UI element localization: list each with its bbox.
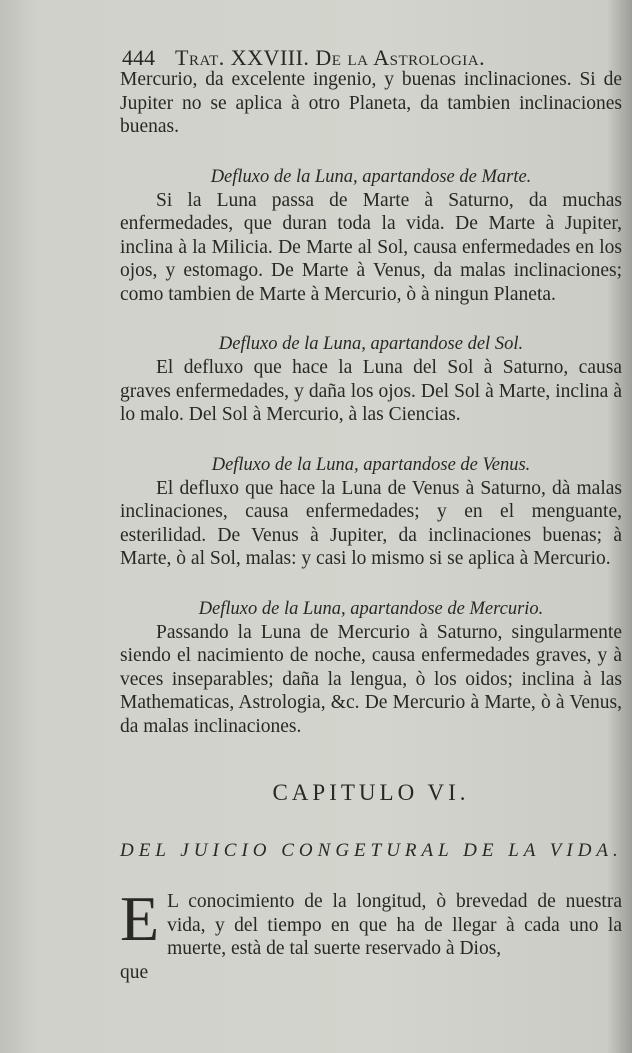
drop-cap: E: [120, 883, 160, 954]
page-number: 444: [122, 45, 155, 70]
section-heading: Defluxo de la Luna, apartandose de Marte.: [210, 166, 532, 187]
chapter-subtitle: DEL JUICIO CONGETURAL DE LA VIDA.: [120, 840, 623, 861]
opening-paragraph: L conocimiento de la longitud, ò brevedad de nuestra vida, y del tiempo en que ha de llegar à cada uno la muerte, està de tal suerte reservado à Dios,: [167, 891, 622, 959]
section-paragraph: Si la Luna passa de Marte à Saturno, da muchas enfermedades, que duran toda la vida. De Marte à Jupiter, inclina à la Milicia. De Marte al Sol, causa enfermedades en los ojos, y estomago. De Marte à Venus, da malas inclinaciones; como tambien de Marte à Mercurio, ò à ningun Planeta.: [120, 189, 622, 305]
section-paragraph: Passando la Luna de Mercurio à Saturno, singularmente siendo el nacimiento de noche, causa enfermedades graves, y à veces inseparables; daña la lengua, ò los oidos; inclina à las Mathematicas, Astrologia, &c. De Mercurio à Marte, ò à Venus, da malas inclinaciones.: [120, 621, 622, 737]
section-heading: Defluxo de la Luna, apartandose de Venus.: [211, 454, 531, 475]
section-paragraph: El defluxo que hace la Luna de Venus à Saturno, dà malas inclinaciones, causa enfermedades; y en el menguante, esterilidad. De Venus à Jupiter, da inclinaciones buenas; à Marte, ò al Sol, malas: y casi lo mismo si se aplica à Mercurio.: [120, 477, 622, 569]
section-marte: [120, 165, 622, 307]
section-heading: Defluxo de la Luna, apartandose del Sol.: [218, 334, 524, 354]
chapter-opening: [120, 883, 622, 984]
section-venus: [120, 453, 622, 571]
catchword: que: [120, 961, 149, 983]
continuation-paragraph: Mercurio, da excelente ingenio, y buenas inclinaciones. Si de Jupiter no se aplica à otro Planeta, da tambien inclinaciones buenas.: [120, 69, 622, 137]
text-block: [120, 68, 622, 984]
chapter-title: CAPITULO VI.: [272, 780, 470, 805]
section-sol: [120, 332, 622, 427]
section-heading: Defluxo de la Luna, apartandose de Mercurio.: [198, 598, 544, 619]
section-paragraph: El defluxo que hace la Luna del Sol à Saturno, causa graves enfermedades, y daña los ojos. Del Sol à Marte, inclina à lo malo. Del Sol à Mercurio, à las Ciencias.: [120, 357, 622, 425]
section-mercurio: [120, 597, 622, 739]
running-title: Trat. XXVIII. De la Astrologia.: [175, 45, 486, 70]
